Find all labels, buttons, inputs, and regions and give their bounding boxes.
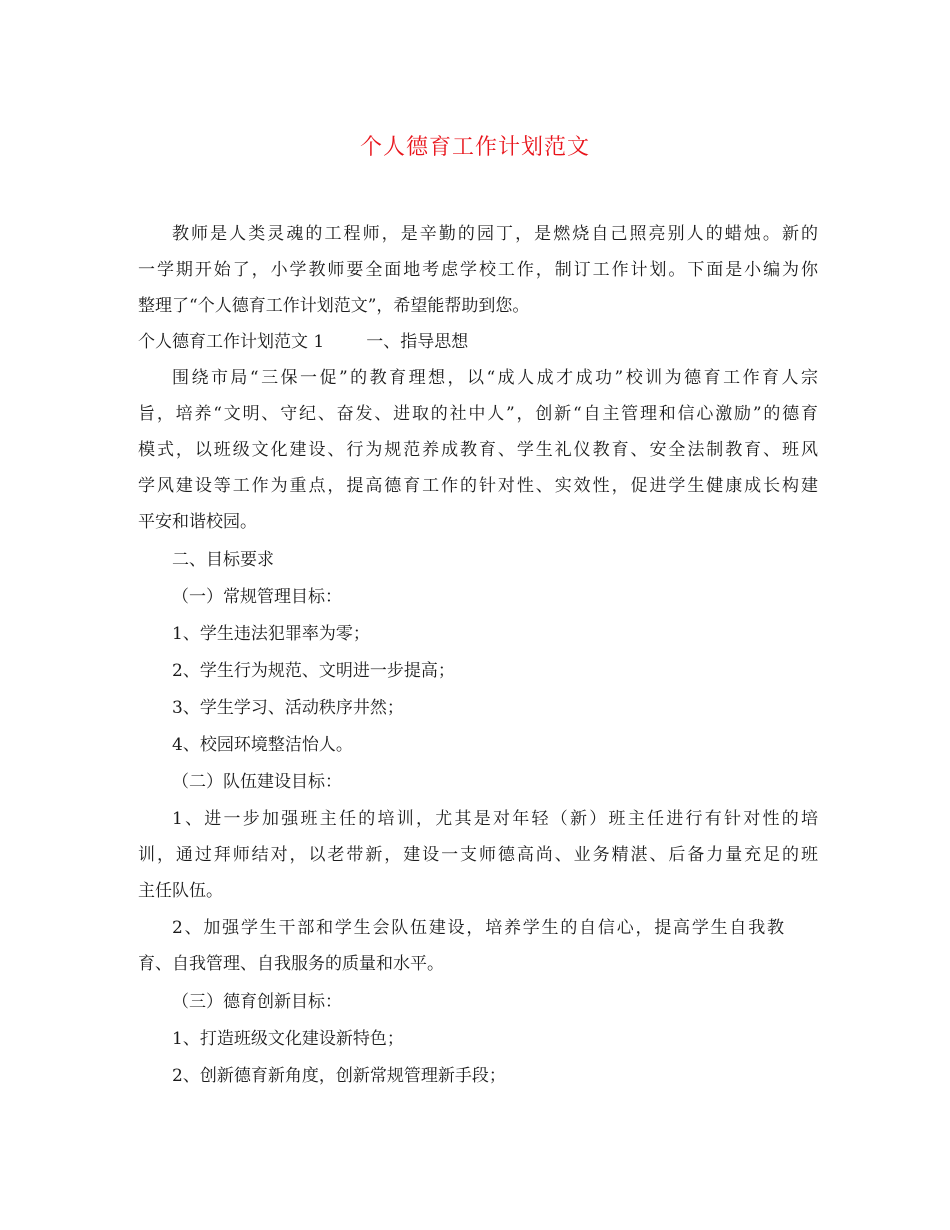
team-item1-line-1: 1、进一步加强班主任的培训，尤其是对年轻（新）班主任进行有针对性的培 xyxy=(172,809,818,829)
innovation-item-2: 2、创新德育新角度，创新常规管理新手段； xyxy=(172,1066,506,1086)
team-item1-line-2: 训，通过拜师结对，以老带新，建设一支师德高尚、业务精湛、后备力量充足的班 xyxy=(138,845,818,865)
guiding-line-2: 旨，培养“文明、守纪、奋发、进取的社中人”，创新“自主管理和信心激励”的德育 xyxy=(138,404,818,424)
routine-item-2: 2、学生行为规范、文明进一步提高； xyxy=(172,661,455,681)
guiding-line-4: 学风建设等工作为重点，提高德育工作的针对性、实效性，促进学生健康成长构建 xyxy=(138,476,818,496)
team-item1-line-3: 主任队伍。 xyxy=(138,881,223,901)
document-title: 个人德育工作计划范文 xyxy=(359,135,590,160)
team-item2-line-2: 育、自我管理、自我服务的质量和水平。 xyxy=(138,954,444,974)
section-label: 个人德育工作计划范文 1 xyxy=(138,332,325,352)
routine-heading: （一）常规管理目标： xyxy=(172,587,342,607)
innovation-heading: （三）德育创新目标： xyxy=(172,992,342,1012)
intro-line-3: 整理了“个人德育工作计划范文”，希望能帮助到您。 xyxy=(138,296,530,316)
routine-item-1: 1、学生违法犯罪率为零； xyxy=(172,624,370,644)
section-heading: 一、指导思想 xyxy=(366,332,469,352)
innovation-item-1: 1、打造班级文化建设新特色； xyxy=(172,1029,404,1049)
team-heading: （二）队伍建设目标： xyxy=(172,772,342,792)
section-heading-row xyxy=(138,330,468,354)
intro-line-1: 教师是人类灵魂的工程师，是辛勤的园丁，是燃烧自己照亮别人的蜡烛。新的 xyxy=(172,224,818,244)
guiding-line-1: 围绕市局“三保一促”的教育理想，以“成人成才成功”校训为德育工作育人宗 xyxy=(172,368,818,388)
goals-heading: 二、目标要求 xyxy=(172,550,274,570)
intro-line-2: 一学期开始了，小学教师要全面地考虑学校工作，制订工作计划。下面是小编为你 xyxy=(138,260,818,280)
guiding-line-5: 平安和谐校园。 xyxy=(138,512,257,532)
routine-item-3: 3、学生学习、活动秩序井然； xyxy=(172,698,404,718)
routine-item-4: 4、校园环境整洁怡人。 xyxy=(172,735,353,755)
team-item2-line-1: 2、加强学生干部和学生会队伍建设，培养学生的自信心，提高学生自我教 xyxy=(172,918,784,938)
guiding-line-3: 模式，以班级文化建设、行为规范养成教育、学生礼仪教育、安全法制教育、班风 xyxy=(138,440,818,460)
